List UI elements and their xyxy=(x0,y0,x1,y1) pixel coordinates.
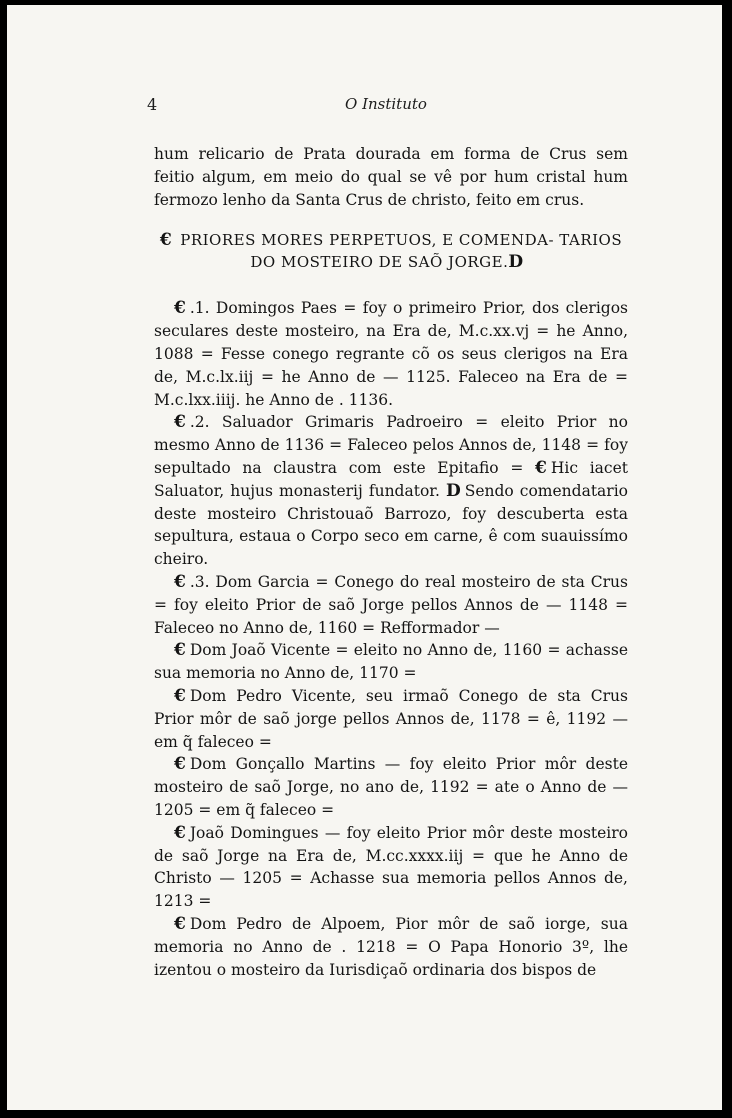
entry-7 xyxy=(154,822,628,913)
entry-text: Sendo comendatario deste mosteiro Christouaõ Barrozo, foy descuberta esta sepultura, estaua o Corpo seco em carne, ê com suauissímo cheiro. xyxy=(154,481,628,569)
capitulum-mark-icon: € xyxy=(174,754,186,775)
entry-text: .2. Saluador Grimaris Padroeiro = eleito Prior no mesmo Anno de 1136 = Faleceo pelos Annos de, 1148 = foy sepultado na claustra com este Epitafio = xyxy=(154,413,628,477)
section-heading xyxy=(154,229,628,273)
capitulum-mark-icon: € xyxy=(174,913,186,934)
entry-text: Dom Joaõ Vicente = eleito no Anno de, 1160 = achasse sua memoria no Anno de, 1170 = xyxy=(154,641,628,683)
entry-text: Dom Gonçallo Martins — foy eleito Prior môr deste mosteiro de saõ Jorge, no ano de, 1192 = ate o Anno de — 1205 = em q̃ faleceo = xyxy=(154,755,628,819)
intro-paragraph: hum relicario de Prata dourada em forma de Crus sem feitio algum, em meio do qual se vê por hum cristal hum fermozo lenho da Santa Crus de christo, feito em crus. xyxy=(154,145,628,209)
entry-3 xyxy=(154,571,628,639)
capitulum-mark-icon: € xyxy=(174,412,186,433)
entry-text: Dom Pedro de Alpoem, Pior môr de saõ iorge, sua memoria no Anno de . 1218 = O Papa Honorio 3º, lhe izentou o mosteiro da Iurisdiçaõ ordinaria dos bispos de xyxy=(154,914,628,979)
entry-text: .1. Domingos Paes = foy o primeiro Prior, dos clerigos seculares deste mosteiro, na Era de, M.c.xx.vj = he Anno, 1088 = Fesse conego regrante cõ os seus clerigos na Era de, M.c.lx.iij = he Anno de — 1125. Faleceo na Era de = M.c.lxx.iiij. he Anno de . 1136. xyxy=(154,299,628,409)
entry-5 xyxy=(154,685,628,753)
entry-text: .3. Dom Garcia = Conego do real mosteiro de sta Crus = foy eleito Prior de saõ Jorge pellos Annos de — 1148 = Faleceo no Anno de, 1160 = Refformador — xyxy=(154,572,628,637)
capitulum-mark-icon: € xyxy=(159,230,173,251)
capitulum-mark-icon: € xyxy=(174,640,186,661)
entry-1 xyxy=(154,297,628,411)
running-title: O Instituto xyxy=(345,95,427,113)
entry-text: Dom Pedro Vicente, seu irmaõ Conego de sta Crus Prior môr de saõ jorge pellos Annos de, 1178 = ê, 1192 — em q̃ faleceo = xyxy=(154,686,628,751)
entry-4 xyxy=(154,639,628,685)
epitaph-text: Hic iacet Saluator, hujus monasterij fundator. xyxy=(154,458,628,500)
capitulum-mark-icon: € xyxy=(174,685,186,706)
entry-8 xyxy=(154,913,628,981)
capitulum-mark-icon: € xyxy=(174,571,186,592)
page-number: 4 xyxy=(147,95,158,114)
capitulum-mark-icon: € xyxy=(174,822,186,843)
page-header xyxy=(147,95,647,115)
book-page xyxy=(7,5,722,1110)
section-heading-text: PRIORES MORES PERPETUOS, E COMENDA- TARIOS DO MOSTEIRO DE SAÕ JORGE. xyxy=(180,231,623,272)
body-text xyxy=(154,143,628,981)
reverse-mark-icon: D xyxy=(445,480,461,501)
entry-2 xyxy=(154,411,628,571)
reverse-mark-icon: D xyxy=(508,252,524,273)
entry-text: Joaõ Domingues — foy eleito Prior môr deste mosteiro de saõ Jorge na Era de, M.cc.xxxx.iij = que he Anno de Christo — 1205 = Achasse sua memoria pellos Annos de, 1213 = xyxy=(154,823,628,911)
capitulum-mark-icon: € xyxy=(535,457,547,478)
capitulum-mark-icon: € xyxy=(174,298,186,319)
entry-6 xyxy=(154,753,628,821)
